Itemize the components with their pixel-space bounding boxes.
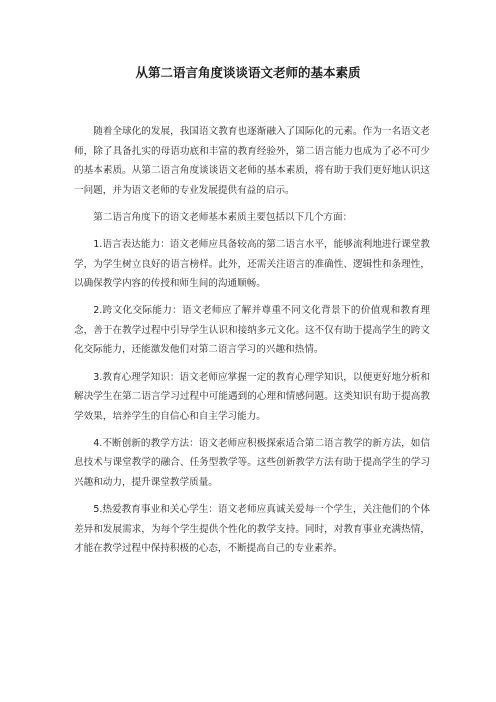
paragraph-point-2: 2.跨文化交际能力：语文老师应了解并尊重不同文化背景下的价值观和教育理念，善于在教学过程中引导学生认识和接纳多元文化。这不仅有助于提高学生的跨文化交际能力，还能激发他们对第二语言学习的兴趣和热情。 xyxy=(74,305,430,356)
paragraph-point-1: 1.语言表达能力：语文老师应具备较高的第二语言水平，能够流利地进行课堂教学，为学生树立良好的语言榜样。此外，还需关注语言的准确性、逻辑性和条理性，以确保教学内容的传授和师生间的沟通顺畅。 xyxy=(74,238,430,290)
paragraph-overview: 第二语言角度下的语文老师基本素质主要包括以下几个方面： xyxy=(93,211,353,223)
document-body xyxy=(74,122,430,566)
paragraph-point-4: 4.不断创新的教学方法：语文老师应积极探索适合第二语言教学的新方法，如信息技术与课堂教学的融合、任务型教学等。这些创新教学方法有助于提高学生的学习兴趣和动力，提升课堂教学质量。 xyxy=(74,437,430,488)
paragraph-intro: 随着全球化的发展，我国语文教育也逐渐融入了国际化的元素。作为一名语文老师，除了具备扎实的母语功底和丰富的教育经验外，第二语言能力也成为了必不可少的基本素质。从第二语言角度谈谈语文老师的基本素质，将有助于我们更好地认识这一问题，并为语文老师的专业发展提供有益的启示。 xyxy=(74,126,430,196)
paragraph-point-3: 3.教育心理学知识：语文老师应掌握一定的教育心理学知识，以便更好地分析和解决学生在第二语言学习过程中可能遇到的心理和情感问题。这类知识有助于提高教学效果，培养学生的自信心和自主学习能力。 xyxy=(74,371,430,422)
paragraph-point-5: 5.热爱教育事业和关心学生：语文老师应真诚关爱每一个学生，关注他们的个体差异和发展需求，为每个学生提供个性化的教学支持。同时，对教育事业充满热情，才能在教学过程中保持积极的心态，不断提高自己的专业素养。 xyxy=(74,504,430,555)
document-title: 从第二语言角度谈谈语文老师的基本素质 xyxy=(135,65,361,80)
